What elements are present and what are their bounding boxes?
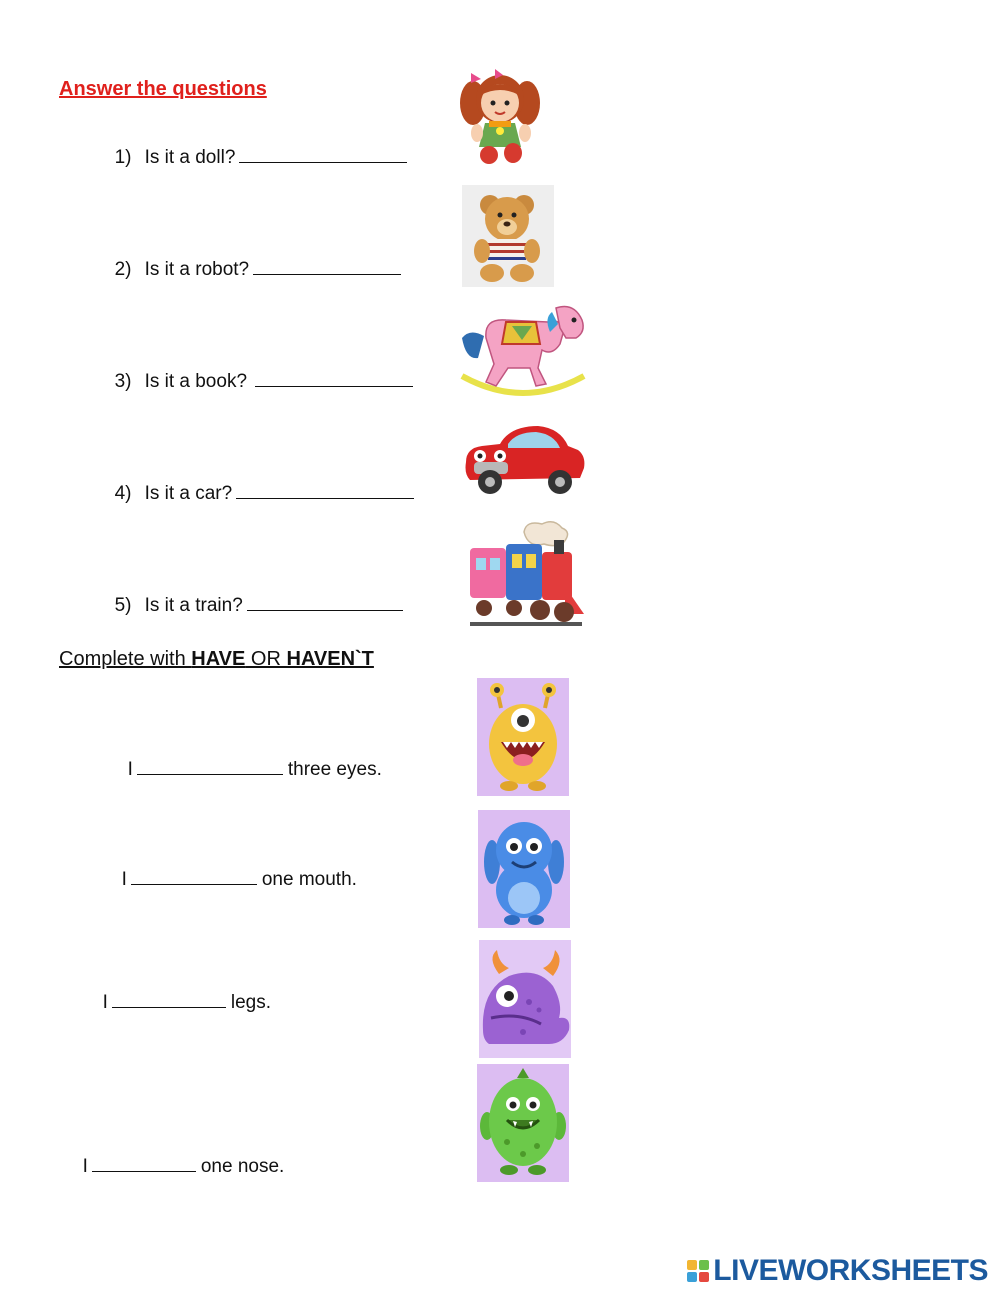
answer-blank-4[interactable] (236, 480, 414, 499)
sentence-rest: legs. (230, 992, 271, 1013)
question-1 (104, 122, 407, 169)
sentence-1 (117, 734, 382, 781)
fill-blank-1[interactable] (137, 756, 283, 775)
sentence-subject: I (102, 992, 108, 1013)
fill-blank-3[interactable] (112, 989, 226, 1008)
answer-blank-2[interactable] (253, 256, 401, 275)
question-text: Is it a car? (144, 483, 233, 504)
title-havent: HAVEN`T (286, 648, 374, 670)
logo-mark-icon (687, 1260, 709, 1282)
sentence-subject: I (127, 759, 133, 780)
sentence-subject: I (82, 1156, 88, 1177)
question-text: Is it a book? (144, 371, 248, 392)
sentence-subject: I (121, 869, 127, 890)
answer-blank-3[interactable] (255, 368, 413, 387)
yellow-monster-icon (477, 678, 569, 796)
question-number: 1) (114, 147, 132, 168)
question-number: 2) (114, 259, 132, 280)
question-number: 5) (114, 595, 132, 616)
sentence-rest: one nose. (200, 1156, 285, 1177)
section-title-complete (59, 648, 374, 671)
brand-name: LIVEWORKSHEETS (713, 1254, 988, 1287)
doll-icon (455, 65, 547, 165)
title-have: HAVE (191, 648, 246, 670)
sentence-rest: three eyes. (287, 759, 382, 780)
sentence-2 (111, 844, 357, 891)
fill-blank-4[interactable] (92, 1153, 196, 1172)
question-number: 3) (114, 371, 132, 392)
sentence-3 (92, 967, 271, 1014)
fill-blank-2[interactable] (131, 866, 257, 885)
question-3 (104, 346, 413, 393)
title-or: OR (245, 648, 287, 670)
purple-monster-icon (479, 940, 571, 1058)
green-monster-icon (477, 1064, 569, 1182)
question-4 (104, 458, 414, 505)
question-text: Is it a train? (144, 595, 243, 616)
car-icon (460, 422, 588, 498)
title-prefix: Complete with (59, 648, 192, 670)
train-icon (466, 518, 586, 636)
question-text: Is it a doll? (144, 147, 236, 168)
sentence-rest: one mouth. (261, 869, 357, 890)
question-number: 4) (114, 483, 132, 504)
section-title-answer-questions: Answer the questions (59, 78, 267, 100)
question-2 (104, 234, 401, 281)
question-5 (104, 570, 403, 617)
rocking-horse-icon (456, 298, 590, 404)
answer-blank-1[interactable] (239, 144, 407, 163)
answer-blank-5[interactable] (247, 592, 403, 611)
sentence-4 (72, 1131, 284, 1178)
liveworksheets-logo (687, 1254, 988, 1288)
teddy-bear-icon (462, 185, 554, 287)
blue-monster-icon (478, 810, 570, 928)
question-text: Is it a robot? (144, 259, 250, 280)
